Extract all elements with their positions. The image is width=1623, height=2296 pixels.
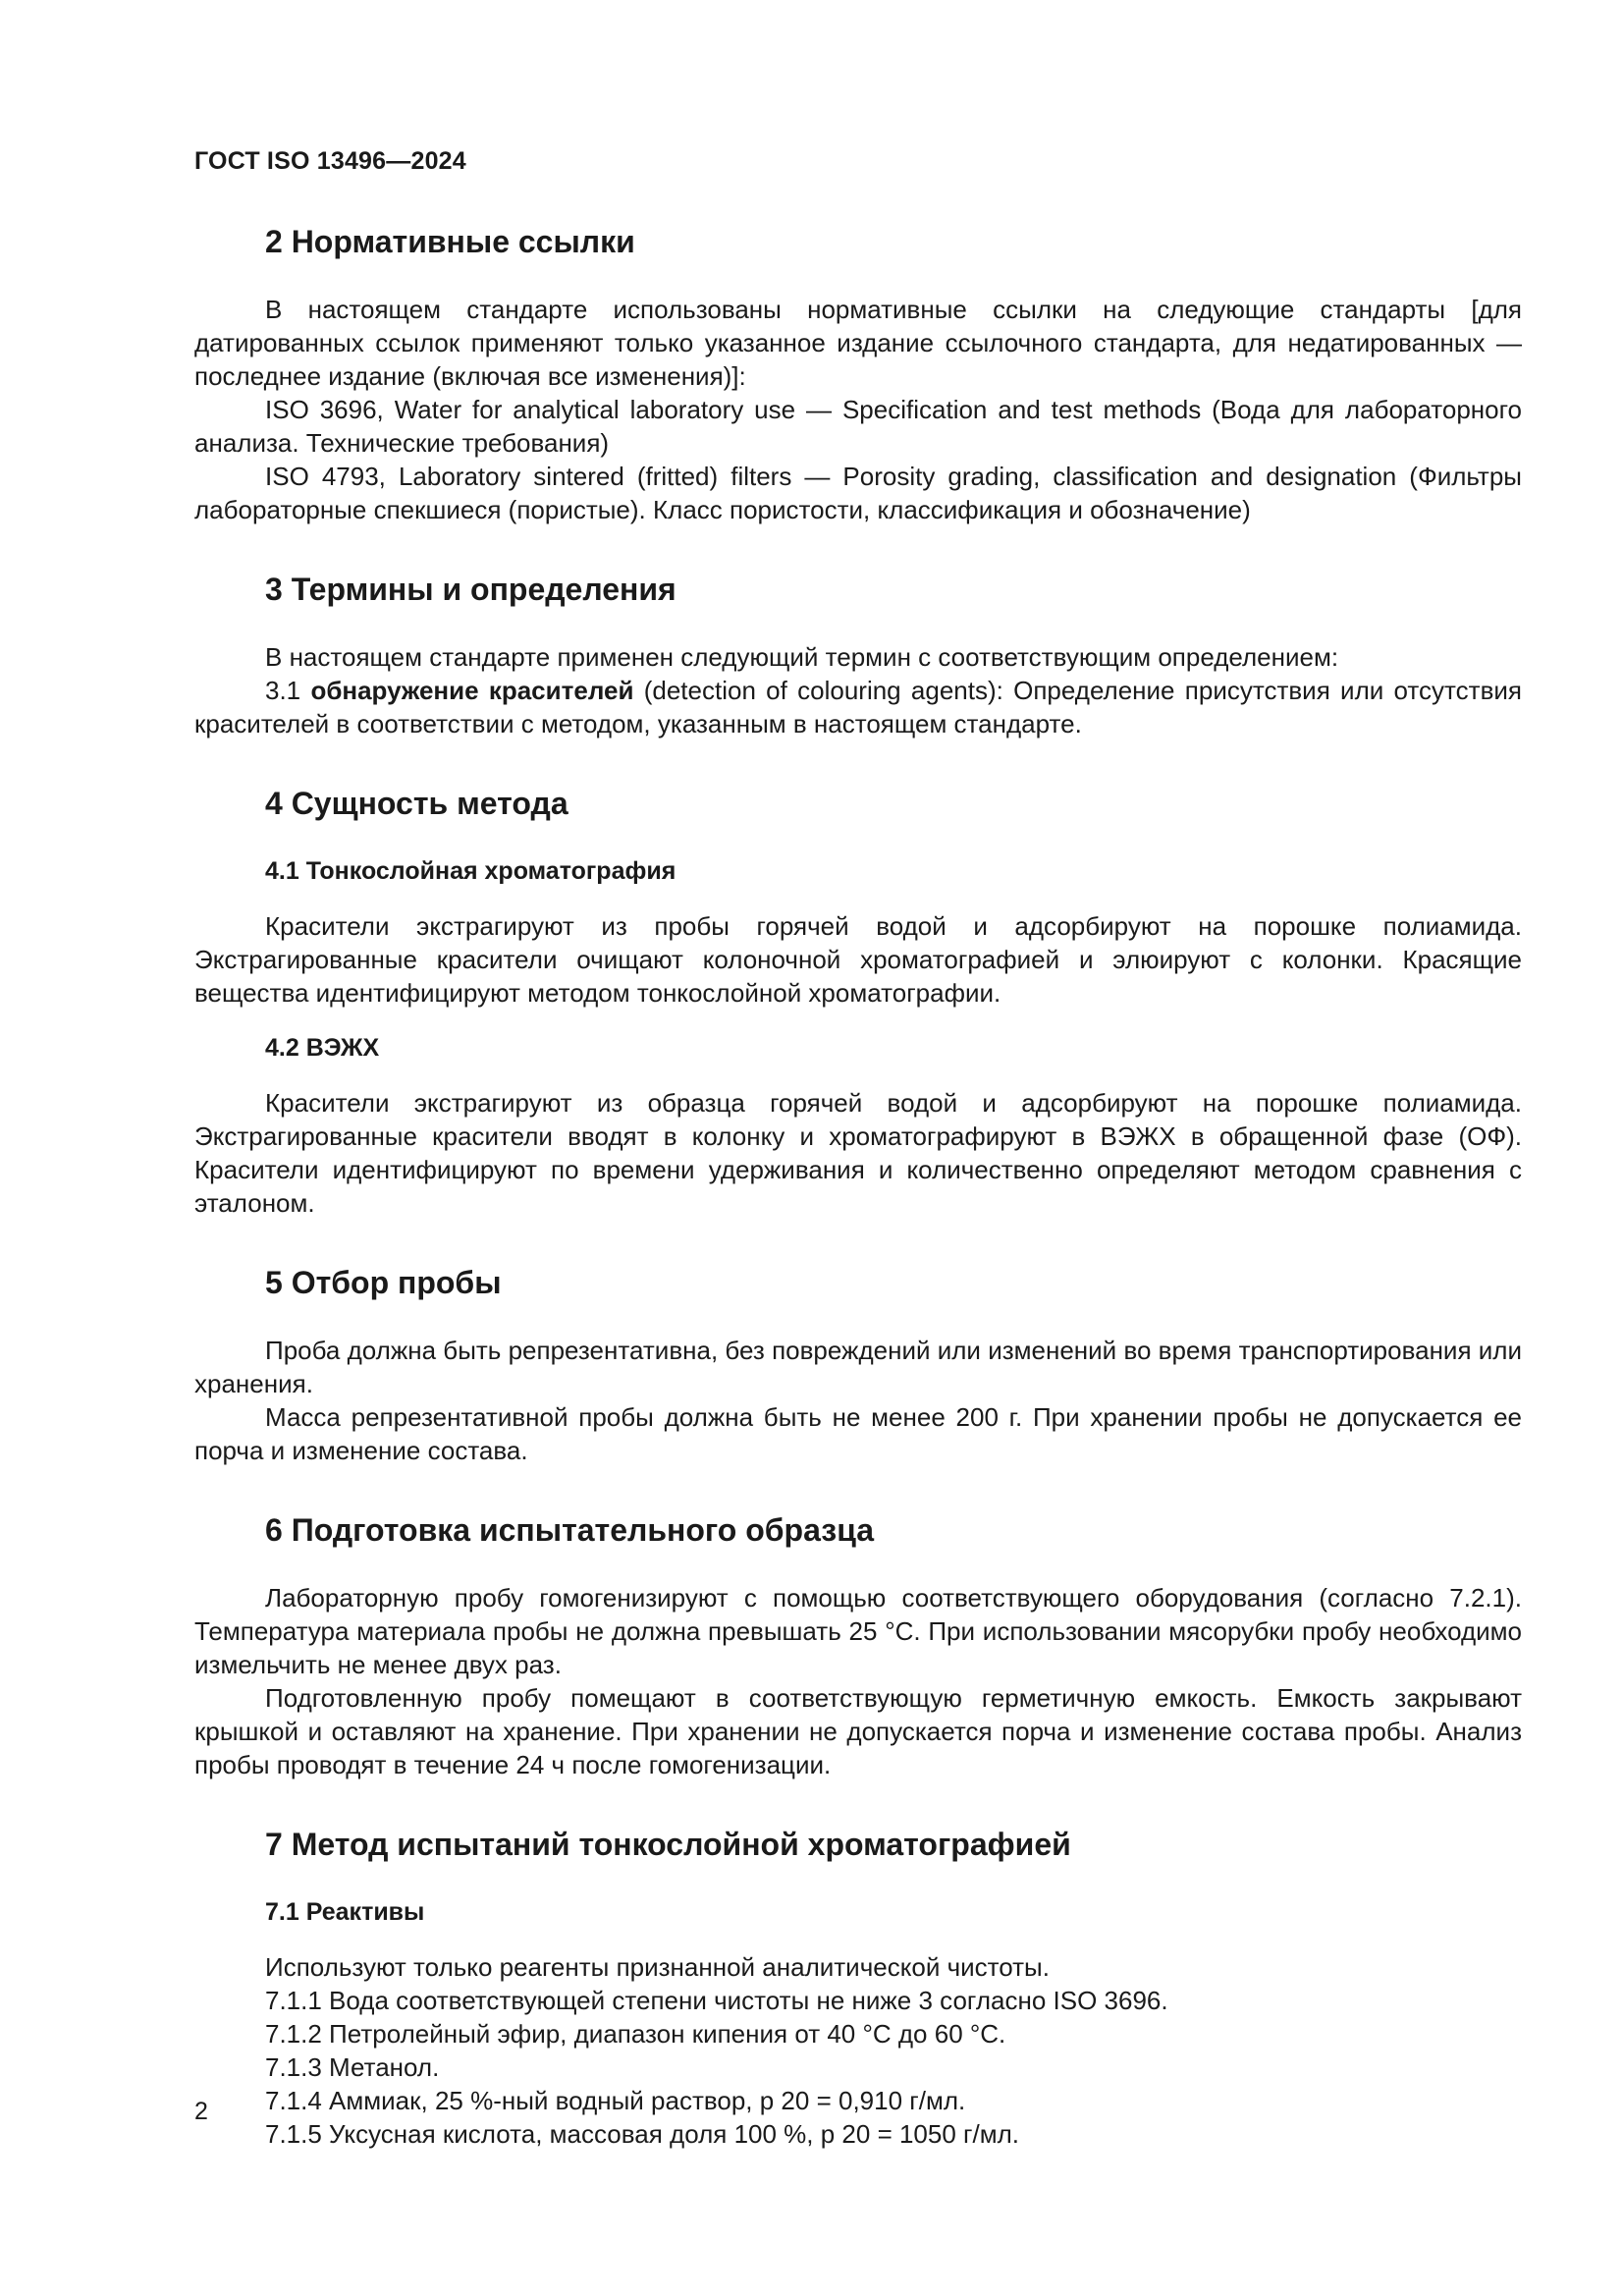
section-title: 6 Подготовка испытательного образца [265, 1512, 875, 1548]
term-name: обнаружение красителей [310, 676, 634, 705]
section-terms-definitions [194, 570, 1522, 740]
reagent-item: 7.1.2 Петролейный эфир, диапазон кипения от 40 °C до 60 °C. [265, 2019, 1006, 2049]
section-title: 3 Термины и определения [265, 572, 676, 607]
subsection-title: 4.2 ВЭЖХ [265, 1034, 380, 1062]
section-sample-preparation [194, 1510, 1522, 1781]
page-number: 2 [194, 2098, 208, 2125]
reagent-item: 7.1.1 Вода соответствующей степени чистоты не ниже 3 согласно ISO 3696. [265, 1986, 1168, 2015]
subsection-hplc [194, 1031, 1522, 1220]
term-number: 3.1 [265, 676, 301, 705]
document-page [194, 0, 1522, 2296]
paragraph: Красители экстрагируют из пробы горячей водой и адсорбируют на порошке полиамида. Экстрагированные красители очищают колоночной хроматографией и элюируют с колонки. Красящие вещества идентифицируют методом тонкослойной хроматографии. [194, 911, 1522, 1008]
document-body [194, 222, 1522, 2194]
section-method-principle [194, 784, 1522, 1220]
reagent-item: Используют только реагенты признанной аналитической чистоты. [265, 1952, 1050, 1982]
subsection-title: 7.1 Реактивы [265, 1898, 425, 1926]
reagent-item: 7.1.5 Уксусная кислота, массовая доля 100 %, р 20 = 1050 г/мл. [265, 2119, 1020, 2149]
paragraph: Красители экстрагируют из образца горячей водой и адсорбируют на порошке полиамида. Экстрагированные красители вводят в колонку и хроматографируют в ВЭЖХ в обращенной фазе (ОФ). Красители идентифицируют по времени удерживания и количественно определяют методом сравнения с эталоном. [194, 1088, 1522, 1218]
section-title: 5 Отбор пробы [265, 1265, 502, 1300]
reagent-item: 7.1.3 Метанол. [265, 2052, 440, 2082]
term-definition-paragraph [194, 674, 1522, 740]
subsection-tlc [194, 854, 1522, 1010]
section-title: 4 Сущность метода [265, 786, 568, 821]
paragraph: В настоящем стандарте использованы нормативные ссылки на следующие стандарты [для датированных ссылок применяют только указанное издание ссылочного стандарта, для недатированных — последнее издание (включая все изменения)]: [194, 295, 1522, 391]
section-sampling [194, 1263, 1522, 1467]
paragraph: ISO 4793, Laboratory sintered (fritted) filters — Porosity grading, classification and designation (Фильтры лабораторные спекшиеся (пористые). Класс пористости, классификация и обозначение) [194, 462, 1522, 524]
section-normative-references [194, 222, 1522, 526]
section-title: 2 Нормативные ссылки [265, 224, 635, 259]
section-tlc-test-method [194, 1825, 1522, 2151]
reagent-item: 7.1.4 Аммиак, 25 %-ный водный раствор, р 20 = 0,910 г/мл. [265, 2086, 966, 2115]
section-title: 7 Метод испытаний тонкослойной хроматографией [265, 1827, 1071, 1862]
paragraph: Подготовленную пробу помещают в соответствующую герметичную емкость. Емкость закрывают крышкой и оставляют на хранение. При хранении не допускается порча и изменение состава пробы. Анализ пробы проводят в течение 24 ч после гомогенизации. [194, 1683, 1522, 1779]
paragraph: Проба должна быть репрезентативна, без повреждений или изменений во время транспортирования или хранения. [194, 1336, 1522, 1398]
subsection-title: 4.1 Тонкослойная хроматография [265, 857, 676, 885]
paragraph: В настоящем стандарте применен следующий термин с соответствующим определением: [265, 642, 1339, 672]
paragraph: Масса репрезентативной пробы должна быть не менее 200 г. При хранении пробы не допускается ее порча и изменение состава. [194, 1402, 1522, 1465]
paragraph: ISO 3696, Water for analytical laboratory use — Specification and test methods (Вода для лабораторного анализа. Технические требования) [194, 395, 1522, 458]
term-definition: (detection of colouring agents): Определение присутствия или отсутствия красителей в соответствии с методом, указанным в настоящем стандарте. [194, 676, 1522, 738]
paragraph: Лабораторную пробу гомогенизируют с помощью соответствующего оборудования (согласно 7.2.1). Температура материала пробы не должна превышать 25 °C. При использовании мясорубки пробу необходимо измельчить не менее двух раз. [194, 1583, 1522, 1679]
document-code: ГОСТ ISO 13496—2024 [194, 147, 466, 175]
